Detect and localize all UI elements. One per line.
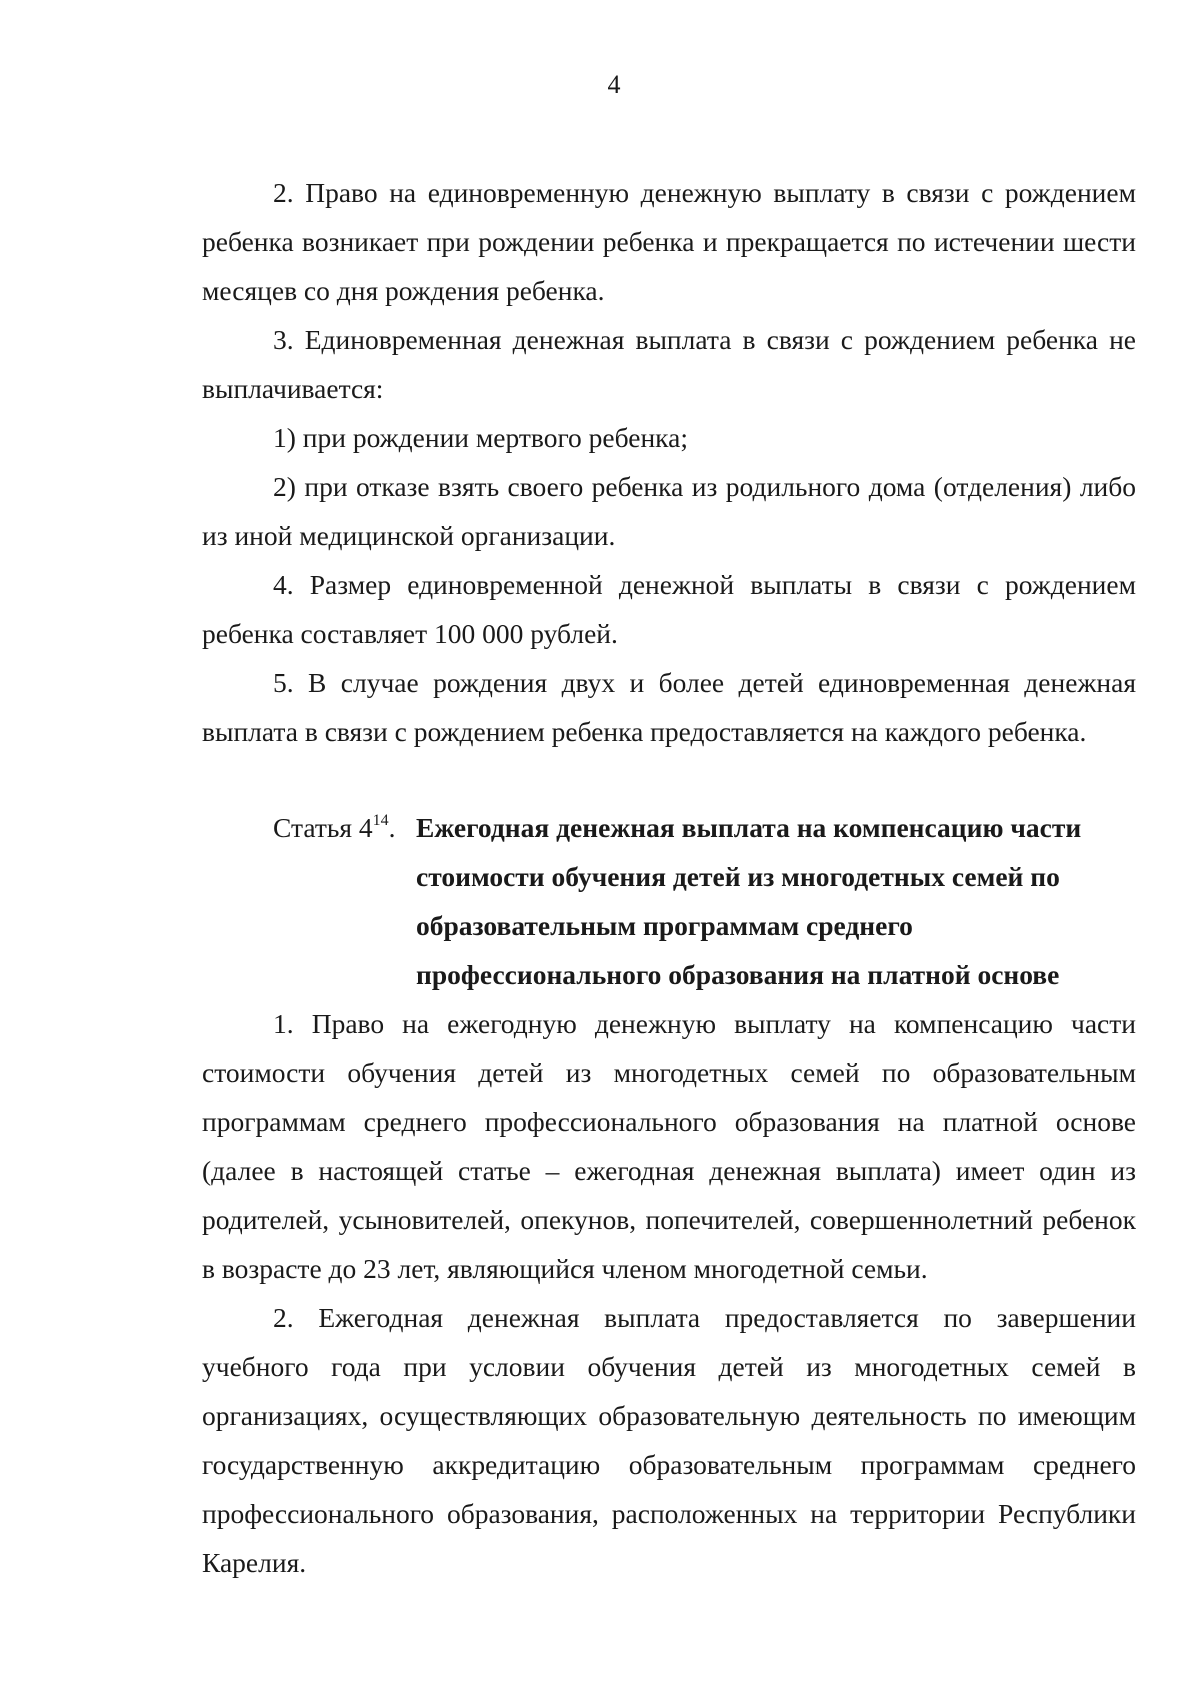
article-title: Ежегодная денежная выплата на компенсацию части стоимости обучения детей из многодетных семей по образовательным программам среднего профессионального образования на платной основе xyxy=(416,812,1082,990)
paragraph-right-emergence: 2. Право на единовременную денежную выплату в связи с рождением ребенка возникает при рождении ребенка и прекращается по истечении шести месяцев со дня рождения ребенка. xyxy=(202,177,1136,306)
article-label-prefix: Статья 4 xyxy=(273,812,373,843)
paragraph-not-paid: 3. Единовременная денежная выплата в связи с рождением ребенка не выплачивается: xyxy=(202,324,1136,404)
article-label-superscript: 14 xyxy=(372,812,389,829)
list-item-refusal: 2) при отказе взять своего ребенка из родильного дома (отделения) либо из иной медицинской организации. xyxy=(202,471,1136,551)
article-label xyxy=(273,803,416,999)
article-label-suffix: . xyxy=(388,812,396,843)
paragraph-right-holders: 1. Право на ежегодную денежную выплату на компенсацию части стоимости обучения детей из многодетных семей по образовательным программам среднего профессионального образования на платной основе (далее в настоящей статье – ежегодная денежная выплата) имеет один из родителей, усыновителей, опекунов, попечителей, совершеннолетний ребенок в возрасте до 23 лет, являющийся членом многодетной семьи. xyxy=(202,1008,1136,1284)
article-heading xyxy=(202,803,1136,999)
paragraph-amount: 4. Размер единовременной денежной выплаты в связи с рождением ребенка составляет 100 000 рублей. xyxy=(202,569,1136,649)
paragraph-multiple-births: 5. В случае рождения двух и более детей единовременная денежная выплата в связи с рождением ребенка предоставляется на каждого ребенка. xyxy=(202,667,1136,747)
document-body xyxy=(202,168,1136,1587)
page-number: 4 xyxy=(607,70,621,99)
paragraph-conditions: 2. Ежегодная денежная выплата предоставляется по завершении учебного года при условии обучения детей из многодетных семей в организациях, осуществляющих образовательную деятельность по имеющим государственную аккредитацию образовательным программам среднего профессионального образования, расположенных на территории Республики Карелия. xyxy=(202,1302,1136,1578)
list-item-stillbirth: 1) при рождении мертвого ребенка; xyxy=(273,422,688,453)
